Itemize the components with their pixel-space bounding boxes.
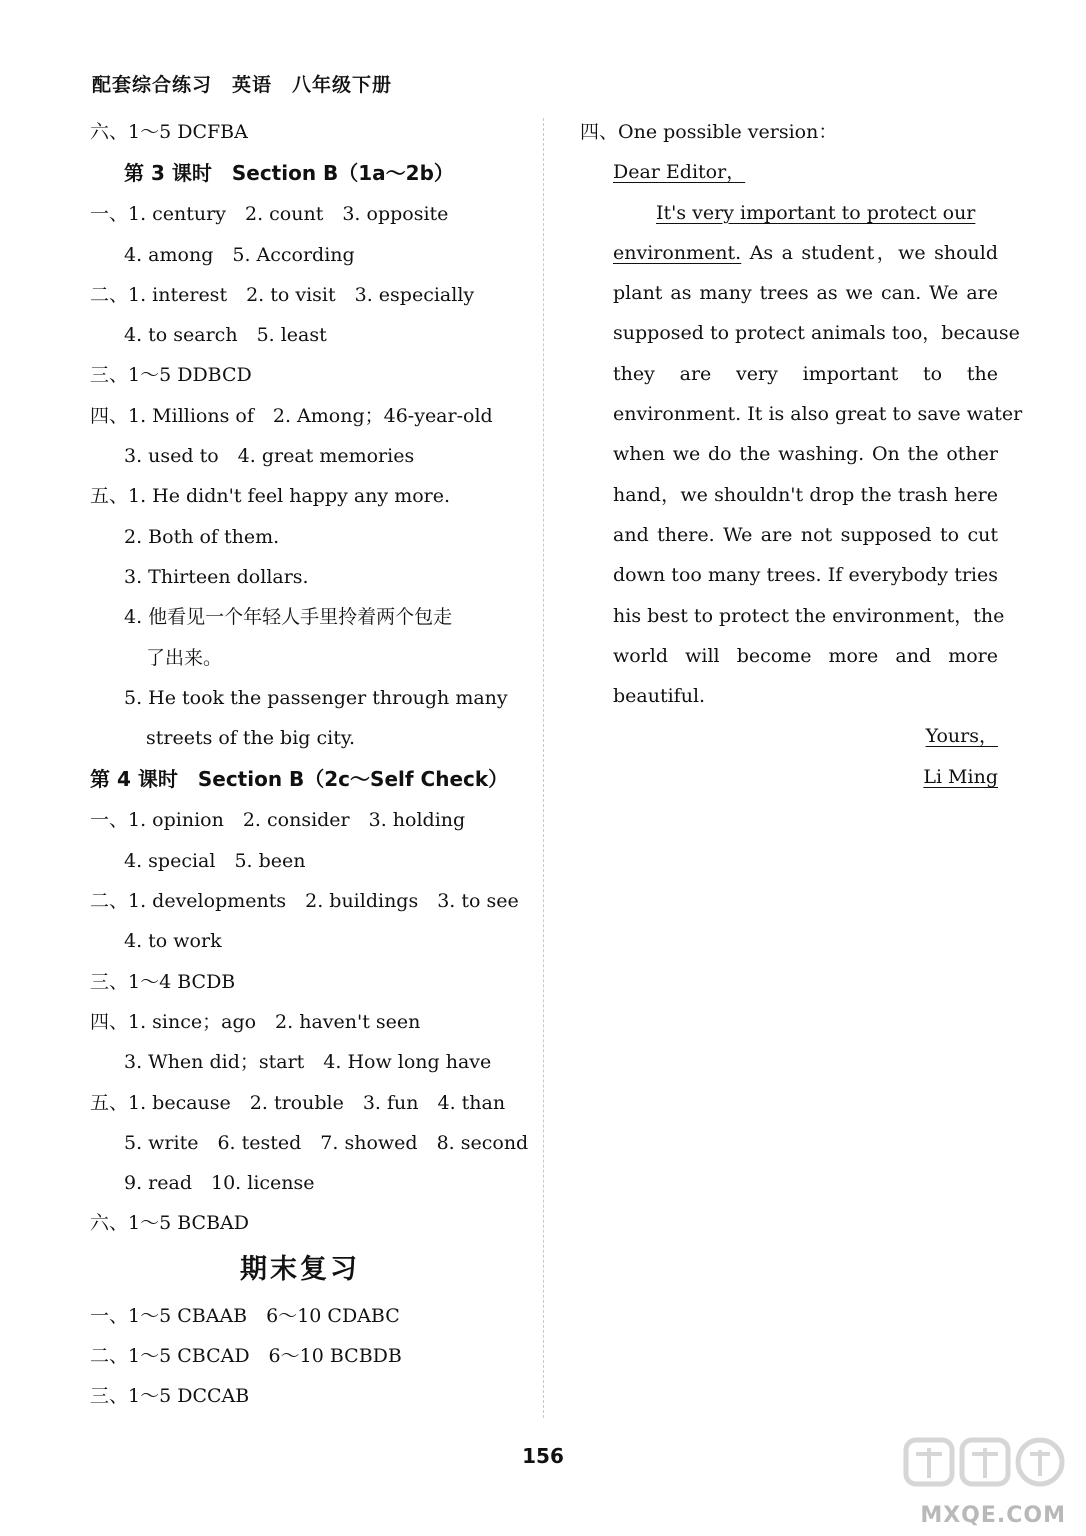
letter-line: environment. It is also great to save water [613,403,1023,426]
answer-line: 四、1. Millions of 2. Among；46-year-old [90,404,493,427]
answer-line: 了出来。 [146,646,223,669]
answer-line: 三、1～5 DCCAB [90,1385,250,1408]
answer-line: streets of the big city. [146,727,356,750]
answer-line: 4. to work [124,930,222,953]
letter-line: down too many trees. If everybody tries [613,564,998,587]
answer-line: 一、1. opinion 2. consider 3. holding [90,809,466,832]
answer-line: 二、1～5 CBCAD 6～10 BCBDB [90,1345,402,1368]
answer-line: 3. When did；start 4. How long have [124,1051,492,1074]
signature-text: Li Ming [923,765,998,788]
answer-line: 3. Thirteen dollars. [124,565,309,588]
answer-line: 一、1. century 2. count 3. opposite [90,203,449,226]
answer-line: 二、1. developments 2. buildings 3. to see [90,890,519,913]
answer-line: 一、1～5 CBAAB 6～10 CDABC [90,1304,400,1327]
right-column [580,112,1023,797]
letter-line: supposed to protect animals too，because [613,322,1020,345]
lesson-label: 第 3 课时 [124,161,212,186]
answer-line: 二、1. interest 2. to visit 3. especially [90,283,475,306]
closing-text: Yours， [925,725,998,748]
letter-line: his best to protect the environment，the [613,604,1005,627]
letter-line: world will become more and more [613,644,998,667]
essay-intro: 四、One possible version： [580,121,838,143]
answer-line: 六、1～5 DCFBA [90,121,248,143]
section-label: Section B（1a～2b） [231,161,454,186]
answer-line: 3. used to 4. great memories [124,445,415,468]
page-header: 配套综合练习 英语 八年级下册 [92,74,393,96]
answer-line: 三、1～4 BCDB [90,970,236,993]
letter-first-line [580,193,998,233]
letter-line: hand，we shouldn't drop the trash here [613,483,998,506]
letter-line [580,233,998,273]
answer-line: 4. among 5. According [124,243,355,266]
column-divider [543,118,544,1418]
letter-salutation [580,152,998,192]
section-heading-lesson-4 [90,758,530,800]
section-heading-lesson-3 [90,152,530,194]
answer-line: 5. He took the passenger through many [124,686,508,709]
review-heading: 期末复习 [240,1253,360,1285]
underlined-sentence-end: environment. [613,241,742,264]
answer-line: 4. 他看见一个年轻人手里拎着两个包走 [124,606,453,629]
letter-closing [580,716,998,756]
page-number: 156 [522,1444,564,1468]
answer-line: 三、1～5 DDBCD [90,364,252,387]
answer-line: 2. Both of them. [124,525,280,548]
letter-line: beautiful. [613,685,706,708]
answer-line: 9. read 10. license [124,1172,315,1195]
answer-line: 五、1. because 2. trouble 3. fun 4. than [90,1091,506,1114]
letter-signature [580,757,998,797]
salutation-text: Dear Editor， [613,161,746,184]
lesson-label: 第 4 课时 [90,767,178,792]
sentence-text: As a student，we should [741,241,998,264]
answer-line: 四、1. since；ago 2. haven't seen [90,1010,421,1033]
left-column [90,112,530,1417]
letter-line: plant as many trees as we can. We are [613,282,998,305]
letter-line: and there. We are not supposed to cut [613,523,998,546]
answer-line: 4. special 5. been [124,849,306,872]
answer-line: 五、1. He didn't feel happy any more. [90,485,451,508]
letter-line: they are very important to the [613,362,998,385]
underlined-sentence: It's very important to protect our [656,201,976,224]
letter-line: when we do the washing. On the other [613,443,998,466]
section-label: Section B（2c～Self Check） [197,767,509,792]
answer-line: 4. to search 5. least [124,324,327,347]
answer-line: 六、1～5 BCBAD [90,1212,249,1235]
watermark-text: MXQE.COM [920,1503,1066,1528]
answer-line: 5. write 6. tested 7. showed 8. second [124,1131,529,1154]
